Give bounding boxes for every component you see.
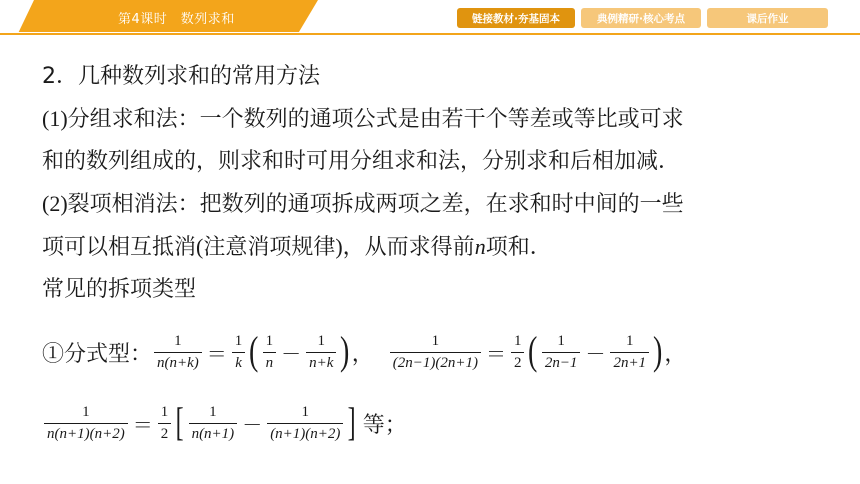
p2-text-c: ，从而求得前 [342, 235, 475, 260]
tail-text: 等； [362, 413, 407, 438]
right-paren: ) [653, 327, 663, 373]
fraction: $\frac{1}{2}$ [511, 333, 525, 372]
right-paren: ) [340, 327, 350, 373]
minus-sign: － [585, 344, 606, 366]
p2-text-d: 项和． [485, 235, 552, 260]
tab-textbook-basics[interactable]: 链接教材·夯基固本 [457, 8, 575, 28]
paragraph-2-label: (2) [42, 191, 68, 216]
equals-sign: ＝ [485, 344, 506, 366]
top-header [0, 0, 860, 34]
fraction: $\frac{1}{2n-1}$ [542, 333, 581, 372]
left-bracket: [ [175, 398, 184, 444]
tab-homework[interactable]: 课后作业 [707, 8, 828, 28]
fraction: $\frac{1}{n(n+1)}$ [189, 404, 238, 443]
lesson-content [42, 56, 842, 311]
left-paren: ( [249, 327, 259, 373]
header-divider [0, 33, 860, 35]
end-comma: ， [664, 342, 687, 367]
paragraph-2-text: 裂项相消法：把数列的通项拆成两项之差，在求和时中间的一些 [67, 192, 684, 217]
tab-key-examples[interactable]: 典例精研·核心考点 [581, 8, 701, 28]
paragraph-2-line-1 [42, 183, 842, 226]
fraction: $\frac{1}{n+k}$ [306, 333, 336, 372]
paragraph-1-line-1 [42, 98, 842, 141]
minus-sign: － [242, 415, 263, 437]
formula-row-2 [42, 398, 407, 444]
left-paren: ( [528, 327, 538, 373]
fraction: $\frac{1}{k}$ [232, 333, 246, 372]
paragraph-1-line-2: 和的数列组成的，则求和时可用分组求和法，分别求和后相加减． [42, 149, 681, 174]
p2-variable-n: n [474, 234, 486, 259]
p2-note: (注意消项规律) [196, 234, 343, 259]
fraction: $\frac{1}{(2n-1)(2n+1)}$ [390, 333, 481, 372]
fraction: $\frac{1}{(n+1)(n+2)}$ [267, 404, 343, 443]
fraction: $\frac{1}{n}$ [263, 333, 277, 372]
equals-sign: ＝ [206, 344, 227, 366]
fraction: $\frac{1}{n(n+1)(n+2)}$ [44, 404, 128, 443]
types-heading: 常见的拆项类型 [42, 277, 197, 302]
separator: ， [351, 342, 374, 367]
formula-row-1 [42, 327, 687, 373]
section-heading: 2．几种数列求和的常用方法 [42, 64, 320, 89]
right-bracket: ] [348, 398, 357, 444]
lesson-title: 第4课时 数列求和 [118, 12, 235, 27]
p2-text-a: 项可以相互抵消 [42, 235, 197, 260]
fraction: $\frac{1}{2}$ [158, 404, 172, 443]
item-1-label: ①分式型： [42, 342, 153, 367]
equals-sign: ＝ [132, 415, 153, 437]
paragraph-1-label: (1) [42, 106, 68, 131]
minus-sign: － [281, 344, 302, 366]
paragraph-1-text: 分组求和法：一个数列的通项公式是由若干个等差或等比或可求 [67, 107, 684, 132]
paragraph-2-line-2 [42, 226, 842, 269]
fraction: $\frac{1}{n(n+k)}$ [154, 333, 202, 372]
fraction: $\frac{1}{2n+1}$ [610, 333, 649, 372]
